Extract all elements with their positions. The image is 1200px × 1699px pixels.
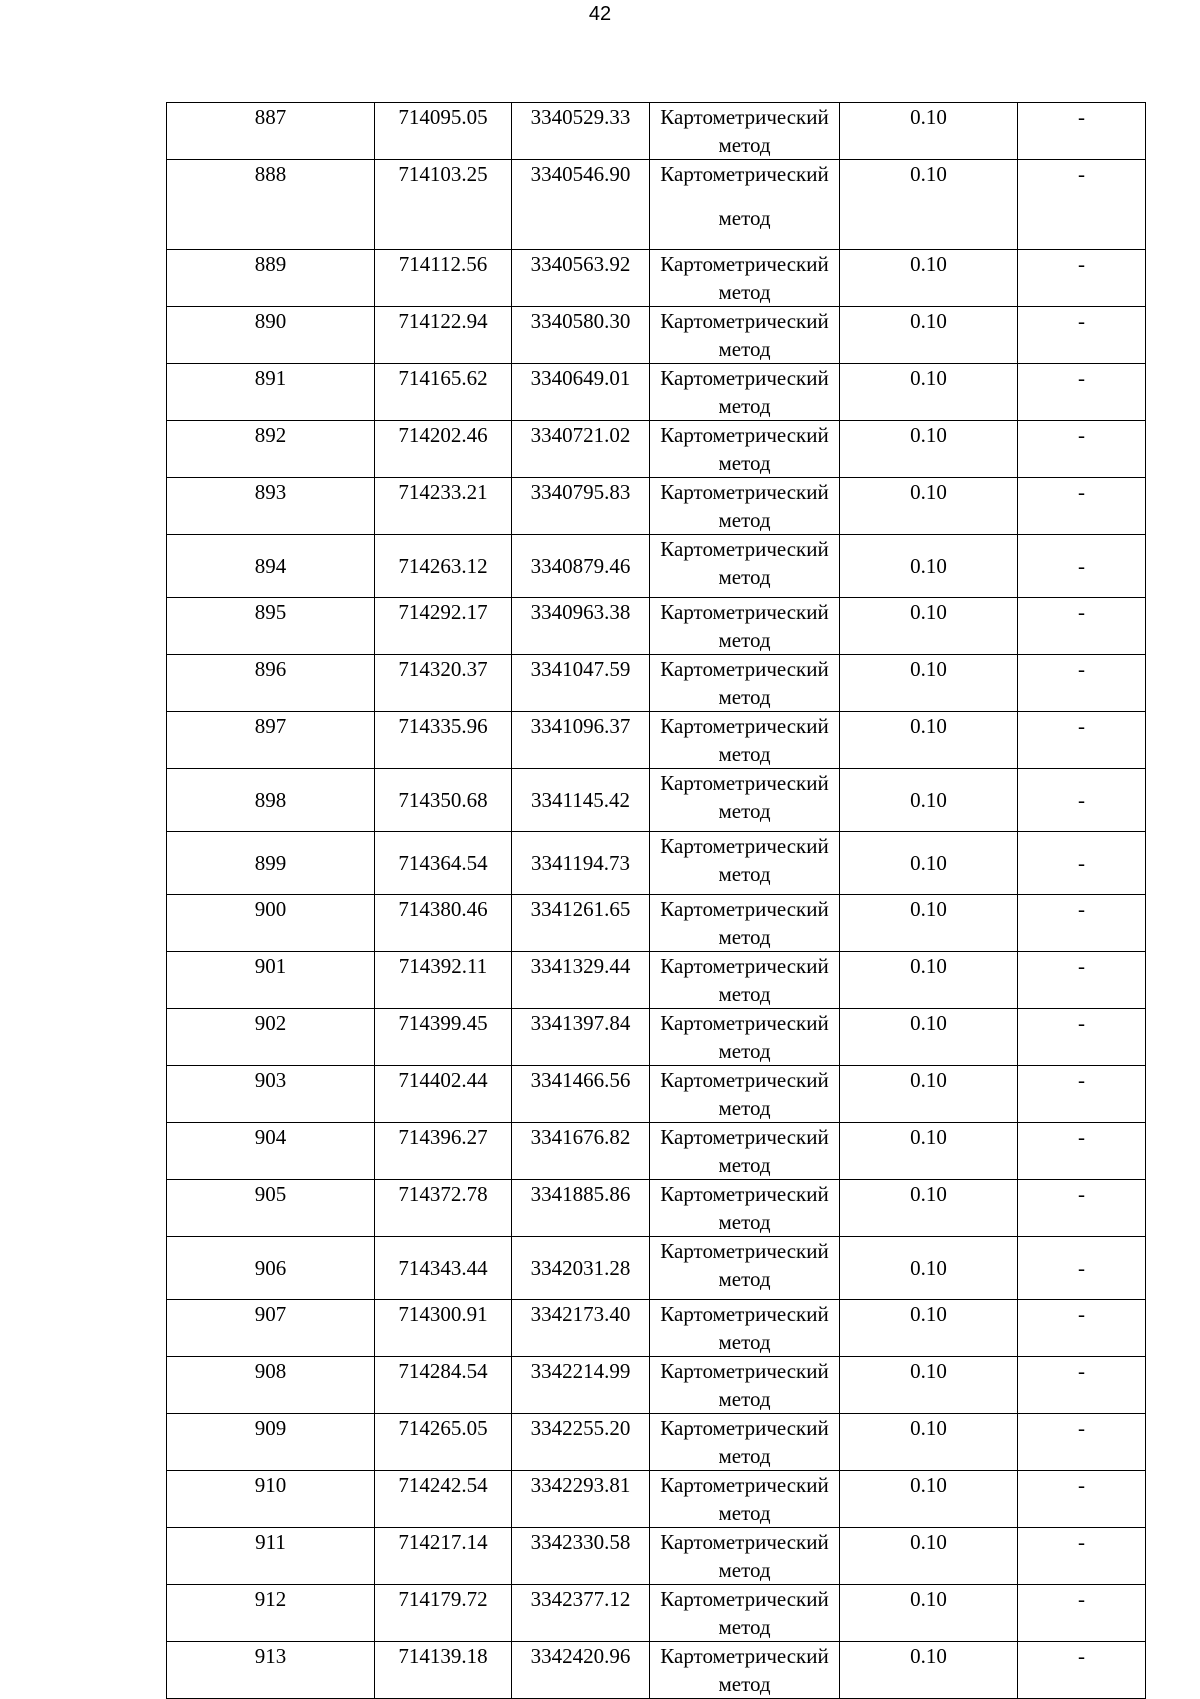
y-coordinate-cell: 3342214.99 [512, 1357, 650, 1414]
table-row [167, 1357, 1146, 1414]
method-line-1: Картометрический [660, 1530, 829, 1554]
note-cell: - [1018, 769, 1146, 832]
method-line-2: метод [718, 508, 771, 532]
error-value-cell: 0.10 [840, 1528, 1018, 1585]
table-row [167, 160, 1146, 250]
x-coordinate-cell: 714364.54 [375, 832, 512, 895]
point-number-cell: 889 [167, 250, 375, 307]
method-line-1: Картометрический [660, 834, 829, 858]
x-coordinate-cell: 714392.11 [375, 952, 512, 1009]
y-coordinate-cell: 3341194.73 [512, 832, 650, 895]
method-line-2: метод [718, 1330, 771, 1354]
method-cell [650, 598, 840, 655]
method-line-1: Картометрический [660, 480, 829, 504]
method-line-2: метод [718, 451, 771, 475]
y-coordinate-cell: 3341885.86 [512, 1180, 650, 1237]
note-cell: - [1018, 1066, 1146, 1123]
method-cell [650, 478, 840, 535]
table-row [167, 598, 1146, 655]
error-value-cell: 0.10 [840, 1123, 1018, 1180]
table-row [167, 364, 1146, 421]
error-value-cell: 0.10 [840, 1357, 1018, 1414]
x-coordinate-cell: 714165.62 [375, 364, 512, 421]
method-line-1: Картометрический [660, 366, 829, 390]
method-cell [650, 1471, 840, 1528]
x-coordinate-cell: 714284.54 [375, 1357, 512, 1414]
y-coordinate-cell: 3342173.40 [512, 1300, 650, 1357]
method-line-2: метод [718, 862, 771, 886]
method-cell [650, 1357, 840, 1414]
method-line-1: Картометрический [660, 714, 829, 738]
x-coordinate-cell: 714139.18 [375, 1642, 512, 1699]
method-line-2: метод [718, 133, 771, 157]
error-value-cell: 0.10 [840, 832, 1018, 895]
point-number-cell: 905 [167, 1180, 375, 1237]
table-row [167, 1123, 1146, 1180]
point-number-cell: 892 [167, 421, 375, 478]
method-line-1: Картометрический [660, 1416, 829, 1440]
y-coordinate-cell: 3340721.02 [512, 421, 650, 478]
error-value-cell: 0.10 [840, 478, 1018, 535]
method-line-1: Картометрический [660, 1644, 829, 1668]
error-value-cell: 0.10 [840, 1066, 1018, 1123]
table-row [167, 952, 1146, 1009]
method-line-1: Картометрический [660, 1182, 829, 1206]
y-coordinate-cell: 3341096.37 [512, 712, 650, 769]
point-number-cell: 887 [167, 103, 375, 160]
error-value-cell: 0.10 [840, 1642, 1018, 1699]
method-cell [650, 895, 840, 952]
x-coordinate-cell: 714217.14 [375, 1528, 512, 1585]
x-coordinate-cell: 714343.44 [375, 1237, 512, 1300]
x-coordinate-cell: 714122.94 [375, 307, 512, 364]
note-cell: - [1018, 1237, 1146, 1300]
table-row [167, 1528, 1146, 1585]
point-number-cell: 896 [167, 655, 375, 712]
table-row [167, 1471, 1146, 1528]
method-line-2: метод [718, 1267, 771, 1291]
note-cell: - [1018, 1414, 1146, 1471]
y-coordinate-cell: 3342377.12 [512, 1585, 650, 1642]
y-coordinate-cell: 3341466.56 [512, 1066, 650, 1123]
x-coordinate-cell: 714242.54 [375, 1471, 512, 1528]
y-coordinate-cell: 3340546.90 [512, 160, 650, 250]
method-cell [650, 160, 840, 250]
error-value-cell: 0.10 [840, 1414, 1018, 1471]
method-cell [650, 535, 840, 598]
error-value-cell: 0.10 [840, 160, 1018, 250]
note-cell: - [1018, 1471, 1146, 1528]
error-value-cell: 0.10 [840, 421, 1018, 478]
table-row [167, 712, 1146, 769]
method-cell [650, 421, 840, 478]
x-coordinate-cell: 714399.45 [375, 1009, 512, 1066]
method-line-1: Картометрический [660, 1302, 829, 1326]
table-row [167, 535, 1146, 598]
y-coordinate-cell: 3342420.96 [512, 1642, 650, 1699]
error-value-cell: 0.10 [840, 103, 1018, 160]
method-cell [650, 1585, 840, 1642]
method-cell [650, 1642, 840, 1699]
method-cell [650, 832, 840, 895]
method-cell [650, 1009, 840, 1066]
note-cell: - [1018, 1585, 1146, 1642]
y-coordinate-cell: 3340563.92 [512, 250, 650, 307]
method-cell [650, 1414, 840, 1471]
method-line-1: Картометрический [660, 657, 829, 681]
x-coordinate-cell: 714202.46 [375, 421, 512, 478]
coordinates-table [166, 102, 1146, 1699]
method-line-1: Картометрический [660, 1125, 829, 1149]
x-coordinate-cell: 714320.37 [375, 655, 512, 712]
error-value-cell: 0.10 [840, 1471, 1018, 1528]
point-number-cell: 912 [167, 1585, 375, 1642]
method-cell [650, 103, 840, 160]
x-coordinate-cell: 714396.27 [375, 1123, 512, 1180]
table-row [167, 655, 1146, 712]
x-coordinate-cell: 714335.96 [375, 712, 512, 769]
method-line-2: метод [718, 742, 771, 766]
y-coordinate-cell: 3340963.38 [512, 598, 650, 655]
method-line-2: метод [718, 925, 771, 949]
point-number-cell: 888 [167, 160, 375, 250]
method-cell [650, 1300, 840, 1357]
table-row [167, 1414, 1146, 1471]
table-row [167, 1180, 1146, 1237]
y-coordinate-cell: 3341261.65 [512, 895, 650, 952]
method-cell [650, 1528, 840, 1585]
point-number-cell: 911 [167, 1528, 375, 1585]
point-number-cell: 906 [167, 1237, 375, 1300]
table-row [167, 832, 1146, 895]
method-cell [650, 952, 840, 1009]
x-coordinate-cell: 714263.12 [375, 535, 512, 598]
method-line-2: метод [718, 799, 771, 823]
method-cell [650, 250, 840, 307]
point-number-cell: 894 [167, 535, 375, 598]
method-line-1: Картометрический [660, 252, 829, 276]
method-line-2: метод [718, 565, 771, 589]
x-coordinate-cell: 714265.05 [375, 1414, 512, 1471]
point-number-cell: 902 [167, 1009, 375, 1066]
table-row [167, 307, 1146, 364]
note-cell: - [1018, 1123, 1146, 1180]
method-cell [650, 769, 840, 832]
method-cell [650, 1237, 840, 1300]
point-number-cell: 901 [167, 952, 375, 1009]
note-cell: - [1018, 1300, 1146, 1357]
method-line-2: метод [718, 1387, 771, 1411]
y-coordinate-cell: 3342255.20 [512, 1414, 650, 1471]
method-line-2: метод [718, 337, 771, 361]
y-coordinate-cell: 3341145.42 [512, 769, 650, 832]
point-number-cell: 899 [167, 832, 375, 895]
error-value-cell: 0.10 [840, 1180, 1018, 1237]
table-row [167, 769, 1146, 832]
method-line-2: метод [718, 1558, 771, 1582]
error-value-cell: 0.10 [840, 655, 1018, 712]
method-line-2: метод [718, 1501, 771, 1525]
method-line-2: метод [718, 1153, 771, 1177]
method-line-1: Картометрический [660, 537, 829, 561]
method-line-1: Картометрический [660, 162, 829, 186]
note-cell: - [1018, 364, 1146, 421]
x-coordinate-cell: 714233.21 [375, 478, 512, 535]
method-cell [650, 1180, 840, 1237]
point-number-cell: 903 [167, 1066, 375, 1123]
table-row [167, 1066, 1146, 1123]
method-line-1: Картометрический [660, 309, 829, 333]
method-cell [650, 364, 840, 421]
method-line-1: Картометрический [660, 1011, 829, 1035]
note-cell: - [1018, 307, 1146, 364]
point-number-cell: 890 [167, 307, 375, 364]
method-line-2: метод [718, 394, 771, 418]
error-value-cell: 0.10 [840, 250, 1018, 307]
method-line-2: метод [718, 1615, 771, 1639]
table-row [167, 1585, 1146, 1642]
note-cell: - [1018, 1009, 1146, 1066]
note-cell: - [1018, 655, 1146, 712]
method-cell [650, 1123, 840, 1180]
note-cell: - [1018, 1180, 1146, 1237]
error-value-cell: 0.10 [840, 952, 1018, 1009]
table-row [167, 1300, 1146, 1357]
point-number-cell: 891 [167, 364, 375, 421]
note-cell: - [1018, 478, 1146, 535]
method-line-1: Картометрический [660, 1473, 829, 1497]
note-cell: - [1018, 1528, 1146, 1585]
method-line-2: метод [718, 982, 771, 1006]
y-coordinate-cell: 3340580.30 [512, 307, 650, 364]
table-row [167, 895, 1146, 952]
note-cell: - [1018, 952, 1146, 1009]
y-coordinate-cell: 3340649.01 [512, 364, 650, 421]
x-coordinate-cell: 714103.25 [375, 160, 512, 250]
y-coordinate-cell: 3340795.83 [512, 478, 650, 535]
table-row [167, 421, 1146, 478]
point-number-cell: 907 [167, 1300, 375, 1357]
y-coordinate-cell: 3341329.44 [512, 952, 650, 1009]
note-cell: - [1018, 1357, 1146, 1414]
error-value-cell: 0.10 [840, 712, 1018, 769]
table-row [167, 250, 1146, 307]
x-coordinate-cell: 714350.68 [375, 769, 512, 832]
y-coordinate-cell: 3342293.81 [512, 1471, 650, 1528]
x-coordinate-cell: 714380.46 [375, 895, 512, 952]
table-row [167, 1009, 1146, 1066]
point-number-cell: 908 [167, 1357, 375, 1414]
x-coordinate-cell: 714179.72 [375, 1585, 512, 1642]
error-value-cell: 0.10 [840, 1009, 1018, 1066]
error-value-cell: 0.10 [840, 895, 1018, 952]
note-cell: - [1018, 1642, 1146, 1699]
coordinates-table-body [167, 103, 1146, 1699]
note-cell: - [1018, 598, 1146, 655]
point-number-cell: 897 [167, 712, 375, 769]
method-cell [650, 655, 840, 712]
y-coordinate-cell: 3341047.59 [512, 655, 650, 712]
x-coordinate-cell: 714292.17 [375, 598, 512, 655]
point-number-cell: 910 [167, 1471, 375, 1528]
point-number-cell: 909 [167, 1414, 375, 1471]
method-cell [650, 307, 840, 364]
y-coordinate-cell: 3342330.58 [512, 1528, 650, 1585]
method-line-1: Картометрический [660, 771, 829, 795]
note-cell: - [1018, 250, 1146, 307]
note-cell: - [1018, 832, 1146, 895]
note-cell: - [1018, 160, 1146, 250]
method-line-1: Картометрический [660, 105, 829, 129]
method-line-1: Картометрический [660, 1359, 829, 1383]
y-coordinate-cell: 3341676.82 [512, 1123, 650, 1180]
method-line-2: метод [718, 206, 771, 230]
table-row [167, 103, 1146, 160]
method-cell [650, 712, 840, 769]
y-coordinate-cell: 3340879.46 [512, 535, 650, 598]
point-number-cell: 913 [167, 1642, 375, 1699]
error-value-cell: 0.10 [840, 1585, 1018, 1642]
note-cell: - [1018, 535, 1146, 598]
error-value-cell: 0.10 [840, 769, 1018, 832]
note-cell: - [1018, 421, 1146, 478]
method-cell [650, 1066, 840, 1123]
note-cell: - [1018, 712, 1146, 769]
error-value-cell: 0.10 [840, 1237, 1018, 1300]
note-cell: - [1018, 103, 1146, 160]
method-line-1: Картометрический [660, 897, 829, 921]
x-coordinate-cell: 714402.44 [375, 1066, 512, 1123]
method-line-2: метод [718, 628, 771, 652]
method-line-1: Картометрический [660, 1587, 829, 1611]
method-line-2: метод [718, 1096, 771, 1120]
x-coordinate-cell: 714112.56 [375, 250, 512, 307]
table-row [167, 478, 1146, 535]
table-row [167, 1642, 1146, 1699]
method-line-1: Картометрический [660, 954, 829, 978]
method-line-1: Картометрический [660, 1239, 829, 1263]
point-number-cell: 900 [167, 895, 375, 952]
y-coordinate-cell: 3340529.33 [512, 103, 650, 160]
point-number-cell: 904 [167, 1123, 375, 1180]
x-coordinate-cell: 714372.78 [375, 1180, 512, 1237]
error-value-cell: 0.10 [840, 307, 1018, 364]
x-coordinate-cell: 714095.05 [375, 103, 512, 160]
method-line-2: метод [718, 280, 771, 304]
page-number: 42 [588, 3, 612, 25]
method-line-2: метод [718, 685, 771, 709]
method-line-1: Картометрический [660, 600, 829, 624]
method-line-1: Картометрический [660, 423, 829, 447]
error-value-cell: 0.10 [840, 598, 1018, 655]
point-number-cell: 898 [167, 769, 375, 832]
note-cell: - [1018, 895, 1146, 952]
table-row [167, 1237, 1146, 1300]
point-number-cell: 893 [167, 478, 375, 535]
method-line-1: Картометрический [660, 1068, 829, 1092]
error-value-cell: 0.10 [840, 535, 1018, 598]
method-line-2: метод [718, 1672, 771, 1696]
error-value-cell: 0.10 [840, 364, 1018, 421]
method-line-2: метод [718, 1444, 771, 1468]
error-value-cell: 0.10 [840, 1300, 1018, 1357]
y-coordinate-cell: 3342031.28 [512, 1237, 650, 1300]
method-line-2: метод [718, 1210, 771, 1234]
point-number-cell: 895 [167, 598, 375, 655]
x-coordinate-cell: 714300.91 [375, 1300, 512, 1357]
y-coordinate-cell: 3341397.84 [512, 1009, 650, 1066]
method-line-2: метод [718, 1039, 771, 1063]
